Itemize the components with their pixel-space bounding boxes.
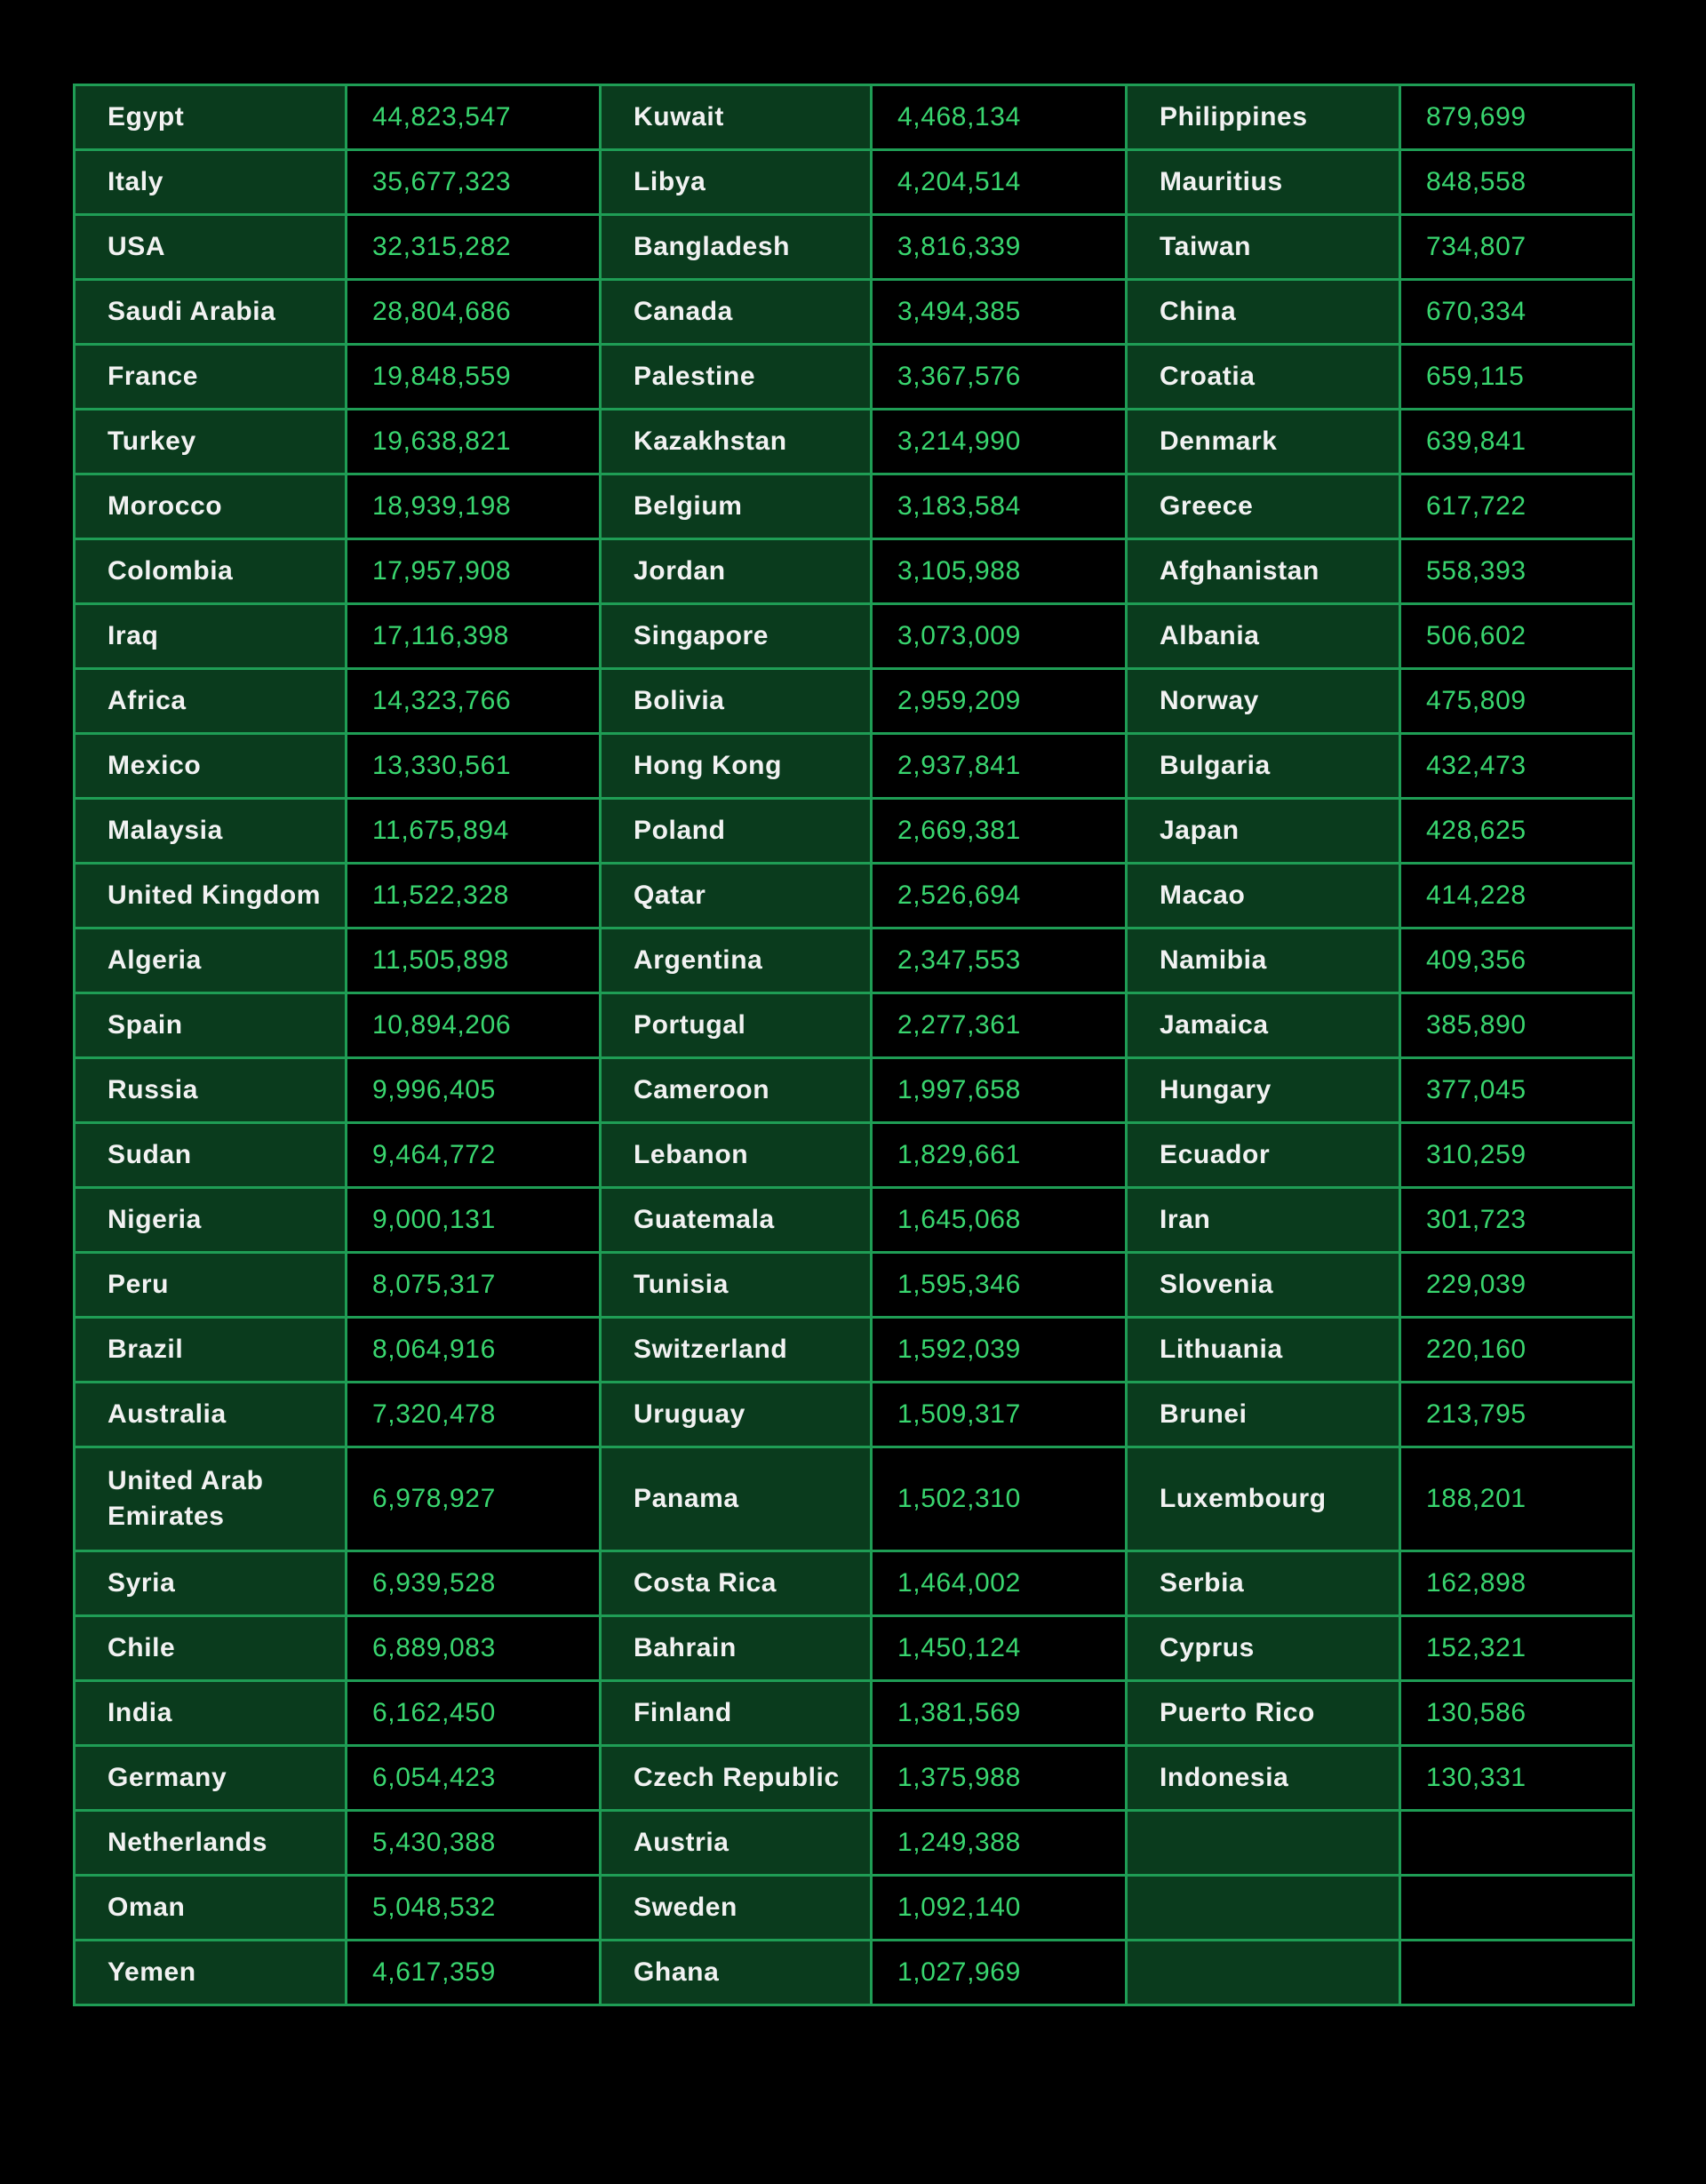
table-row bbox=[75, 1058, 1634, 1123]
country-value-cell: 9,464,772 bbox=[347, 1123, 601, 1188]
country-value-cell: 18,939,198 bbox=[347, 474, 601, 539]
country-name-cell: Greece bbox=[1127, 474, 1400, 539]
country-value-cell: 1,997,658 bbox=[872, 1058, 1127, 1123]
country-value-cell: 19,848,559 bbox=[347, 345, 601, 410]
country-name-cell: Oman bbox=[75, 1876, 347, 1941]
country-name-cell: Indonesia bbox=[1127, 1746, 1400, 1811]
country-name-cell: Serbia bbox=[1127, 1551, 1400, 1616]
country-name-cell: Egypt bbox=[75, 85, 347, 150]
country-value-cell: 28,804,686 bbox=[347, 280, 601, 345]
table-row bbox=[75, 669, 1634, 734]
country-value-cell: 4,468,134 bbox=[872, 85, 1127, 150]
country-value-cell: 3,105,988 bbox=[872, 539, 1127, 604]
country-name-cell: Bangladesh bbox=[601, 215, 872, 280]
table-row bbox=[75, 799, 1634, 864]
country-name-cell: Albania bbox=[1127, 604, 1400, 669]
country-name-cell: India bbox=[75, 1681, 347, 1746]
country-value-cell: 1,464,002 bbox=[872, 1551, 1127, 1616]
table-row bbox=[75, 1746, 1634, 1811]
country-value-cell: 130,586 bbox=[1400, 1681, 1634, 1746]
table-row bbox=[75, 280, 1634, 345]
country-value-cell: 377,045 bbox=[1400, 1058, 1634, 1123]
country-value-cell: 5,048,532 bbox=[347, 1876, 601, 1941]
table-row bbox=[75, 1253, 1634, 1318]
country-value-cell: 2,526,694 bbox=[872, 864, 1127, 929]
country-name-cell: Syria bbox=[75, 1551, 347, 1616]
table-row bbox=[75, 345, 1634, 410]
table-row bbox=[75, 474, 1634, 539]
country-value-cell bbox=[1400, 1876, 1634, 1941]
country-name-cell: Sudan bbox=[75, 1123, 347, 1188]
table-row bbox=[75, 1876, 1634, 1941]
country-value-cell: 3,816,339 bbox=[872, 215, 1127, 280]
country-value-cell: 848,558 bbox=[1400, 150, 1634, 215]
table-row bbox=[75, 993, 1634, 1058]
table-row bbox=[75, 410, 1634, 474]
table-row bbox=[75, 1447, 1634, 1551]
country-name-cell bbox=[1127, 1941, 1400, 2005]
country-value-cell: 44,823,547 bbox=[347, 85, 601, 150]
country-name-cell: Lebanon bbox=[601, 1123, 872, 1188]
country-value-cell: 11,522,328 bbox=[347, 864, 601, 929]
country-value-cell: 17,957,908 bbox=[347, 539, 601, 604]
country-value-cell: 8,075,317 bbox=[347, 1253, 601, 1318]
country-name-cell: Iran bbox=[1127, 1188, 1400, 1253]
country-value-cell: 1,509,317 bbox=[872, 1383, 1127, 1447]
country-name-cell: Mauritius bbox=[1127, 150, 1400, 215]
country-value-cell: 6,162,450 bbox=[347, 1681, 601, 1746]
country-value-cell: 8,064,916 bbox=[347, 1318, 601, 1383]
table-row bbox=[75, 150, 1634, 215]
country-name-cell: Bahrain bbox=[601, 1616, 872, 1681]
country-value-cell: 475,809 bbox=[1400, 669, 1634, 734]
country-name-cell: Philippines bbox=[1127, 85, 1400, 150]
country-name-cell: Luxembourg bbox=[1127, 1447, 1400, 1551]
table-body bbox=[75, 85, 1634, 2005]
country-name-cell: Turkey bbox=[75, 410, 347, 474]
country-name-cell: Namibia bbox=[1127, 929, 1400, 993]
country-name-cell: Switzerland bbox=[601, 1318, 872, 1383]
country-value-cell: 1,829,661 bbox=[872, 1123, 1127, 1188]
country-value-cell: 3,073,009 bbox=[872, 604, 1127, 669]
country-name-cell: China bbox=[1127, 280, 1400, 345]
country-name-cell: Slovenia bbox=[1127, 1253, 1400, 1318]
table-row bbox=[75, 604, 1634, 669]
country-name-cell: Morocco bbox=[75, 474, 347, 539]
country-value-cell: 659,115 bbox=[1400, 345, 1634, 410]
country-name-cell: Brunei bbox=[1127, 1383, 1400, 1447]
country-value-cell: 35,677,323 bbox=[347, 150, 601, 215]
country-value-cell: 6,978,927 bbox=[347, 1447, 601, 1551]
country-value-cell: 2,959,209 bbox=[872, 669, 1127, 734]
country-value-cell: 2,937,841 bbox=[872, 734, 1127, 799]
country-value-cell: 6,939,528 bbox=[347, 1551, 601, 1616]
country-value-cell bbox=[1400, 1941, 1634, 2005]
country-name-cell: Hungary bbox=[1127, 1058, 1400, 1123]
country-name-cell: Panama bbox=[601, 1447, 872, 1551]
table-row bbox=[75, 1681, 1634, 1746]
country-values-table bbox=[73, 84, 1635, 2006]
country-name-cell: Yemen bbox=[75, 1941, 347, 2005]
country-name-cell: Tunisia bbox=[601, 1253, 872, 1318]
country-name-cell bbox=[1127, 1876, 1400, 1941]
country-value-cell: 6,054,423 bbox=[347, 1746, 601, 1811]
country-value-cell: 1,381,569 bbox=[872, 1681, 1127, 1746]
country-value-cell: 3,183,584 bbox=[872, 474, 1127, 539]
country-name-cell: Portugal bbox=[601, 993, 872, 1058]
country-name-cell: Bolivia bbox=[601, 669, 872, 734]
table-row bbox=[75, 85, 1634, 150]
country-value-cell: 6,889,083 bbox=[347, 1616, 601, 1681]
country-value-cell: 4,617,359 bbox=[347, 1941, 601, 2005]
country-value-cell: 1,645,068 bbox=[872, 1188, 1127, 1253]
country-value-cell: 1,592,039 bbox=[872, 1318, 1127, 1383]
table-row bbox=[75, 215, 1634, 280]
country-value-cell: 188,201 bbox=[1400, 1447, 1634, 1551]
country-value-cell: 32,315,282 bbox=[347, 215, 601, 280]
country-value-cell: 19,638,821 bbox=[347, 410, 601, 474]
country-name-cell: Germany bbox=[75, 1746, 347, 1811]
country-value-cell bbox=[1400, 1811, 1634, 1876]
country-name-cell: Macao bbox=[1127, 864, 1400, 929]
country-name-cell: United Arab Emirates bbox=[75, 1447, 347, 1551]
table-row bbox=[75, 1318, 1634, 1383]
country-value-cell: 2,277,361 bbox=[872, 993, 1127, 1058]
country-name-cell: Nigeria bbox=[75, 1188, 347, 1253]
country-name-cell: Kuwait bbox=[601, 85, 872, 150]
country-name-cell bbox=[1127, 1811, 1400, 1876]
country-value-cell: 432,473 bbox=[1400, 734, 1634, 799]
country-value-cell: 1,450,124 bbox=[872, 1616, 1127, 1681]
country-value-cell: 310,259 bbox=[1400, 1123, 1634, 1188]
country-name-cell: Jordan bbox=[601, 539, 872, 604]
country-value-cell: 734,807 bbox=[1400, 215, 1634, 280]
table-row bbox=[75, 1616, 1634, 1681]
country-name-cell: Netherlands bbox=[75, 1811, 347, 1876]
table-row bbox=[75, 1383, 1634, 1447]
country-value-cell: 639,841 bbox=[1400, 410, 1634, 474]
country-value-cell: 3,367,576 bbox=[872, 345, 1127, 410]
country-name-cell: Lithuania bbox=[1127, 1318, 1400, 1383]
table-row bbox=[75, 734, 1634, 799]
country-name-cell: Austria bbox=[601, 1811, 872, 1876]
country-name-cell: Sweden bbox=[601, 1876, 872, 1941]
country-name-cell: Singapore bbox=[601, 604, 872, 669]
country-name-cell: Hong Kong bbox=[601, 734, 872, 799]
country-name-cell: Norway bbox=[1127, 669, 1400, 734]
table-row bbox=[75, 1551, 1634, 1616]
country-value-cell: 301,723 bbox=[1400, 1188, 1634, 1253]
country-value-cell: 220,160 bbox=[1400, 1318, 1634, 1383]
country-name-cell: Ghana bbox=[601, 1941, 872, 2005]
country-name-cell: Guatemala bbox=[601, 1188, 872, 1253]
country-name-cell: Qatar bbox=[601, 864, 872, 929]
country-name-cell: Algeria bbox=[75, 929, 347, 993]
country-value-cell: 4,204,514 bbox=[872, 150, 1127, 215]
country-value-cell: 229,039 bbox=[1400, 1253, 1634, 1318]
country-name-cell: Canada bbox=[601, 280, 872, 345]
country-name-cell: USA bbox=[75, 215, 347, 280]
country-value-cell: 1,502,310 bbox=[872, 1447, 1127, 1551]
table-row bbox=[75, 1811, 1634, 1876]
country-name-cell: Malaysia bbox=[75, 799, 347, 864]
country-value-cell: 879,699 bbox=[1400, 85, 1634, 150]
country-name-cell: Kazakhstan bbox=[601, 410, 872, 474]
country-name-cell: Brazil bbox=[75, 1318, 347, 1383]
country-name-cell: Peru bbox=[75, 1253, 347, 1318]
country-name-cell: Ecuador bbox=[1127, 1123, 1400, 1188]
country-name-cell: Cameroon bbox=[601, 1058, 872, 1123]
country-value-cell: 3,494,385 bbox=[872, 280, 1127, 345]
country-value-cell: 14,323,766 bbox=[347, 669, 601, 734]
country-value-cell: 1,249,388 bbox=[872, 1811, 1127, 1876]
country-name-cell: Croatia bbox=[1127, 345, 1400, 410]
country-name-cell: Finland bbox=[601, 1681, 872, 1746]
country-value-cell: 506,602 bbox=[1400, 604, 1634, 669]
country-value-cell: 17,116,398 bbox=[347, 604, 601, 669]
country-name-cell: Palestine bbox=[601, 345, 872, 410]
country-value-cell: 1,027,969 bbox=[872, 1941, 1127, 2005]
table-row bbox=[75, 539, 1634, 604]
country-value-cell: 1,375,988 bbox=[872, 1746, 1127, 1811]
country-name-cell: Libya bbox=[601, 150, 872, 215]
table-row bbox=[75, 864, 1634, 929]
country-name-cell: Costa Rica bbox=[601, 1551, 872, 1616]
country-value-cell: 10,894,206 bbox=[347, 993, 601, 1058]
country-name-cell: Belgium bbox=[601, 474, 872, 539]
country-value-cell: 11,675,894 bbox=[347, 799, 601, 864]
country-name-cell: Poland bbox=[601, 799, 872, 864]
table-row bbox=[75, 1941, 1634, 2005]
country-value-cell: 213,795 bbox=[1400, 1383, 1634, 1447]
table-row bbox=[75, 1188, 1634, 1253]
country-name-cell: United Kingdom bbox=[75, 864, 347, 929]
country-value-cell: 9,000,131 bbox=[347, 1188, 601, 1253]
country-value-cell: 152,321 bbox=[1400, 1616, 1634, 1681]
country-value-cell: 130,331 bbox=[1400, 1746, 1634, 1811]
country-value-cell: 1,092,140 bbox=[872, 1876, 1127, 1941]
country-value-cell: 617,722 bbox=[1400, 474, 1634, 539]
country-name-cell: Taiwan bbox=[1127, 215, 1400, 280]
country-value-cell: 2,347,553 bbox=[872, 929, 1127, 993]
country-name-cell: Iraq bbox=[75, 604, 347, 669]
country-name-cell: Afghanistan bbox=[1127, 539, 1400, 604]
country-name-cell: Puerto Rico bbox=[1127, 1681, 1400, 1746]
country-value-cell: 9,996,405 bbox=[347, 1058, 601, 1123]
country-name-cell: Japan bbox=[1127, 799, 1400, 864]
country-name-cell: Jamaica bbox=[1127, 993, 1400, 1058]
country-value-cell: 414,228 bbox=[1400, 864, 1634, 929]
country-value-cell: 1,595,346 bbox=[872, 1253, 1127, 1318]
country-value-cell: 5,430,388 bbox=[347, 1811, 601, 1876]
country-name-cell: Denmark bbox=[1127, 410, 1400, 474]
country-name-cell: Czech Republic bbox=[601, 1746, 872, 1811]
country-value-cell: 162,898 bbox=[1400, 1551, 1634, 1616]
country-name-cell: Chile bbox=[75, 1616, 347, 1681]
country-name-cell: Saudi Arabia bbox=[75, 280, 347, 345]
country-name-cell: Italy bbox=[75, 150, 347, 215]
country-name-cell: Russia bbox=[75, 1058, 347, 1123]
country-value-cell: 7,320,478 bbox=[347, 1383, 601, 1447]
country-value-cell: 558,393 bbox=[1400, 539, 1634, 604]
country-value-cell: 3,214,990 bbox=[872, 410, 1127, 474]
country-name-cell: Mexico bbox=[75, 734, 347, 799]
country-name-cell: Bulgaria bbox=[1127, 734, 1400, 799]
country-name-cell: Colombia bbox=[75, 539, 347, 604]
country-name-cell: Argentina bbox=[601, 929, 872, 993]
country-value-cell: 428,625 bbox=[1400, 799, 1634, 864]
table-row bbox=[75, 929, 1634, 993]
country-value-cell: 385,890 bbox=[1400, 993, 1634, 1058]
country-name-cell: Cyprus bbox=[1127, 1616, 1400, 1681]
country-name-cell: Spain bbox=[75, 993, 347, 1058]
country-value-cell: 409,356 bbox=[1400, 929, 1634, 993]
country-value-cell: 670,334 bbox=[1400, 280, 1634, 345]
country-name-cell: Africa bbox=[75, 669, 347, 734]
table-row bbox=[75, 1123, 1634, 1188]
country-name-cell: Australia bbox=[75, 1383, 347, 1447]
country-value-cell: 11,505,898 bbox=[347, 929, 601, 993]
country-value-cell: 2,669,381 bbox=[872, 799, 1127, 864]
country-name-cell: France bbox=[75, 345, 347, 410]
country-value-cell: 13,330,561 bbox=[347, 734, 601, 799]
country-name-cell: Uruguay bbox=[601, 1383, 872, 1447]
